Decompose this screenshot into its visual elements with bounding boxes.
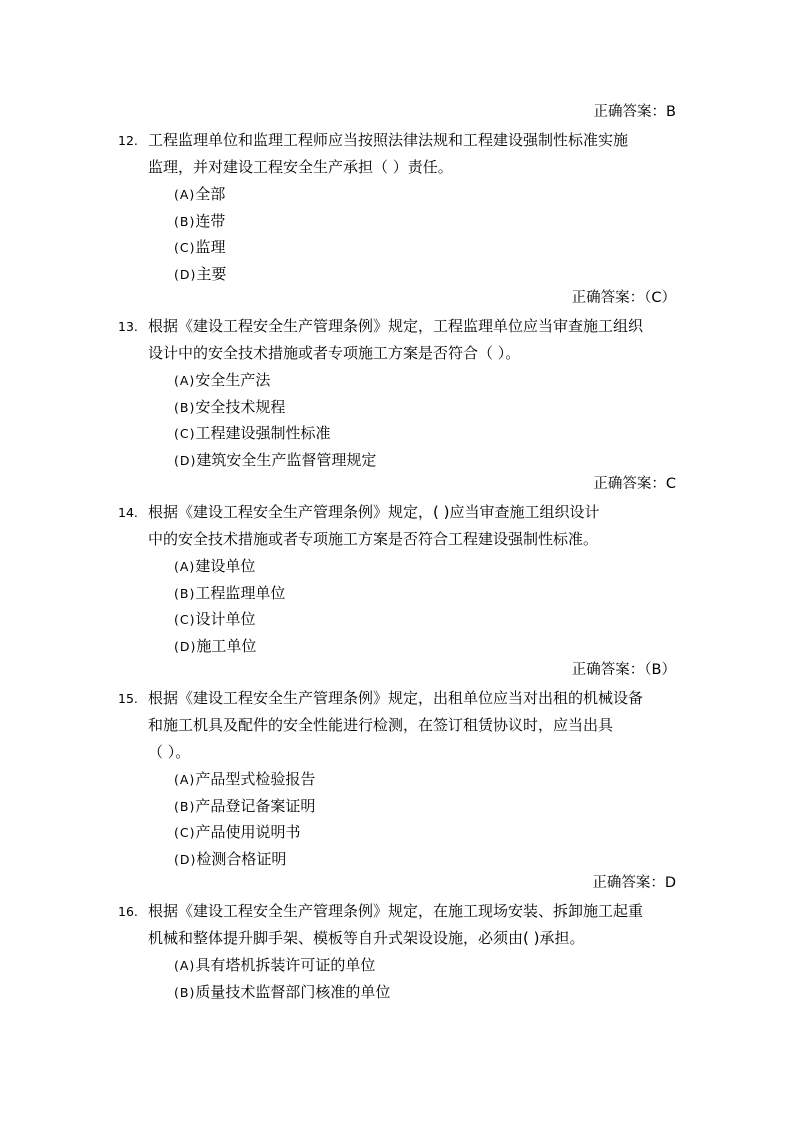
question-text-line: 设计中的安全技术措施或者专项施工方案是否符合（ ）。 (148, 344, 521, 362)
option-text: 连带 (195, 211, 226, 230)
option-letter: (B) (174, 213, 196, 229)
option-item (118, 208, 676, 235)
question-text-line: 根据《建设工程安全生产管理条例》规定，出租单位应当对出租的机械设备 (148, 689, 644, 707)
question-text-line: （ ）。 (148, 743, 191, 761)
option-text: 工程监理单位 (195, 583, 286, 602)
question (118, 685, 676, 766)
option-text: 监理 (195, 238, 226, 256)
option-letter: (A) (174, 772, 196, 787)
option-text: 质量技术监督部门核准的单位 (195, 982, 391, 1001)
option-item (118, 793, 676, 820)
answer-line: 正确答案：（C） (571, 290, 676, 306)
question-text-line: 根据《建设工程安全生产管理条例》规定，在施工现场安装、拆卸施工起重 (148, 902, 644, 920)
question-number: 16. (118, 904, 138, 919)
option-letter: (B) (174, 399, 196, 415)
question-number: 13. (118, 319, 138, 334)
option-text: 检测合格证明 (196, 849, 287, 868)
question-text-line: 监理，并对建设工程安全生产承担（ ）责任。 (148, 158, 453, 176)
question-list (118, 101, 676, 1005)
option-item (118, 367, 676, 394)
option-item (118, 394, 676, 421)
option-text: 施工单位 (196, 636, 257, 655)
option-letter: (A) (174, 373, 196, 388)
option-item (118, 633, 676, 660)
option-letter: (C) (174, 825, 196, 840)
option-letter: (C) (174, 240, 196, 255)
option-item (118, 234, 676, 261)
option-text: 产品型式检验报告 (195, 770, 316, 788)
option-item (118, 261, 676, 288)
answer-line-11: 正确答案：B (593, 104, 676, 120)
option-letter: (D) (174, 638, 197, 654)
option-letter: (B) (174, 585, 196, 601)
option-item (118, 580, 676, 607)
option-letter: (A) (174, 958, 196, 973)
answer-line: 正确答案：（B） (571, 662, 676, 678)
option-text: 安全生产法 (195, 371, 271, 389)
question-number: 14. (118, 505, 138, 520)
option-text: 建筑安全生产监督管理规定 (196, 450, 377, 469)
question-number: 15. (118, 691, 138, 706)
option-item (118, 181, 676, 208)
question-text-line: 中的安全技术措施或者专项施工方案是否符合工程建设强制性标准。 (148, 530, 599, 548)
answer-line: 正确答案：C (593, 476, 676, 492)
option-item (118, 553, 676, 580)
question (118, 499, 676, 553)
option-text: 产品登记备案证明 (195, 796, 316, 815)
option-item (118, 979, 676, 1006)
option-text: 产品使用说明书 (195, 823, 301, 841)
question (118, 898, 676, 952)
option-letter: (A) (174, 187, 196, 202)
option-item (118, 447, 676, 474)
question-text-line: 根据《建设工程安全生产管理条例》规定，( )应当审查施工组织设计 (148, 503, 600, 521)
option-item (118, 952, 676, 979)
option-letter: (D) (174, 452, 197, 468)
question-number: 12. (118, 133, 138, 148)
option-item (118, 420, 676, 447)
option-letter: (D) (174, 266, 197, 282)
question-text-line: 根据《建设工程安全生产管理条例》规定，工程监理单位应当审查施工组织 (148, 317, 644, 335)
option-text: 建设单位 (195, 557, 256, 575)
option-text: 设计单位 (195, 610, 256, 628)
option-letter: (D) (174, 851, 197, 867)
option-letter: (C) (174, 612, 196, 627)
option-letter: (A) (174, 559, 196, 574)
option-item (118, 846, 676, 873)
option-text: 全部 (195, 185, 226, 203)
option-letter: (B) (174, 984, 196, 1000)
question-text-line: 和施工机具及配件的安全性能进行检测，在签订租赁协议时，应当出具 (148, 716, 614, 734)
answer-line: 正确答案：D (592, 875, 676, 891)
option-text: 主要 (196, 264, 227, 283)
option-item (118, 819, 676, 846)
question (118, 313, 676, 367)
option-text: 具有塔机拆装许可证的单位 (195, 956, 376, 974)
option-letter: (B) (174, 798, 196, 814)
question-text-line: 工程监理单位和监理工程师应当按照法律法规和工程建设强制性标准实施 (148, 131, 629, 149)
option-letter: (C) (174, 426, 196, 441)
question (118, 127, 676, 181)
option-item (118, 606, 676, 633)
option-text: 安全技术规程 (195, 397, 286, 416)
option-item (118, 766, 676, 793)
option-text: 工程建设强制性标准 (195, 424, 331, 442)
question-text-line: 机械和整体提升脚手架、模板等自升式架设设施，必须由( )承担。 (148, 929, 585, 947)
